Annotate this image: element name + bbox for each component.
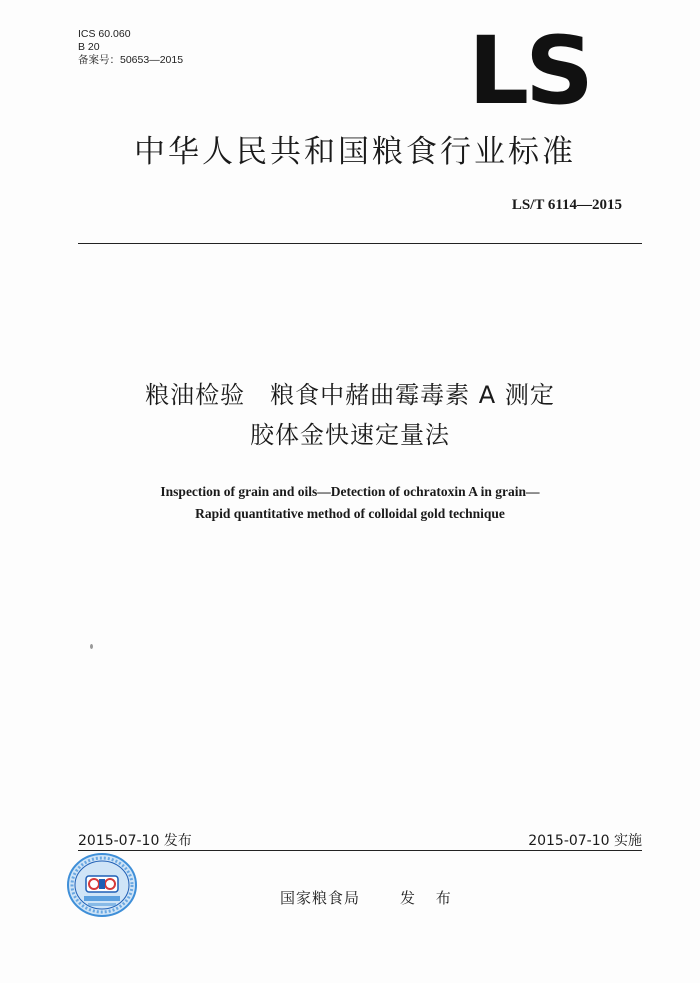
ccs-code: B 20 [78, 41, 100, 53]
publisher-name: 国家粮食局 [280, 889, 361, 907]
standard-number: LS/T 6114—2015 [511, 197, 622, 213]
implementation-date: 2015-07-10 实施 [528, 833, 642, 849]
ics-code: ICS 60.060 [78, 28, 131, 40]
standard-type-heading: 中华人民共和国粮食行业标准 [134, 134, 576, 170]
classification-block [78, 28, 183, 67]
chinese-title [0, 375, 700, 455]
ls-logo: LS [468, 17, 591, 126]
scan-speck [90, 644, 93, 649]
bottom-divider [78, 850, 642, 851]
filing-number: 备案号：50653—2015 [78, 54, 184, 66]
certification-stamp-icon [66, 852, 138, 918]
top-divider [78, 243, 642, 244]
publish-label: 发 布 [400, 889, 459, 907]
english-title-line-2: Rapid quantitative method of colloidal gold technique [195, 506, 505, 521]
issue-date: 2015-07-10 发布 [78, 833, 192, 849]
chinese-title-line-1: 粮油检验 粮食中赭曲霉毒素 A 测定 [145, 381, 555, 409]
english-title-line-1: Inspection of grain and oils—Detection of ochratoxin A in grain— [160, 484, 540, 499]
chinese-title-line-2: 胶体金快速定量法 [250, 421, 450, 449]
english-title [0, 481, 700, 525]
